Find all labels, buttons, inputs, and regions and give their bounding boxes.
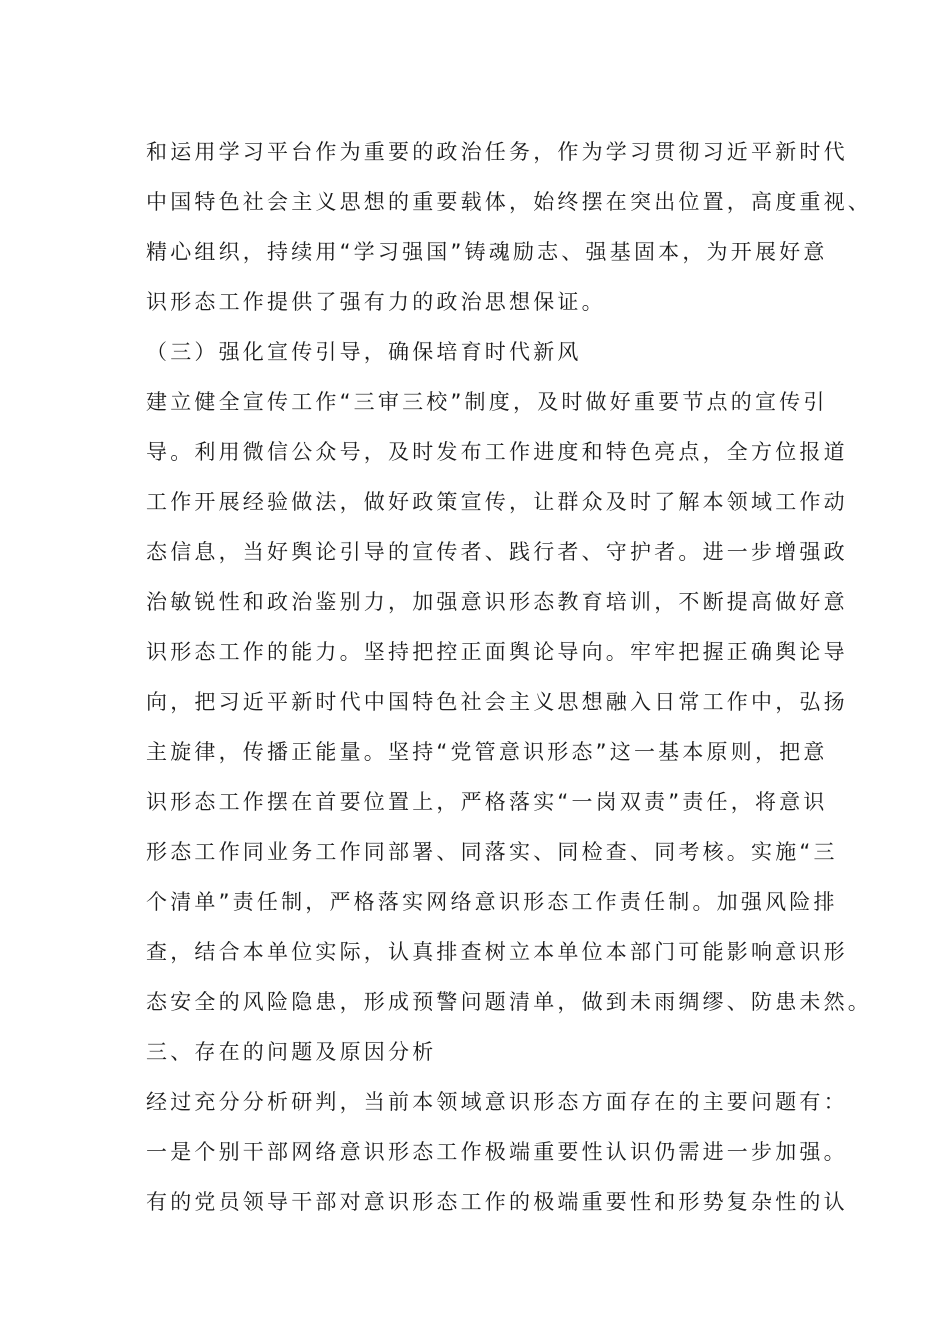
paragraph-line: 工作开展经验做法，做好政策宣传，让群众及时了解本领域工作动 (146, 490, 848, 514)
paragraph-line: 中国特色社会主义思想的重要载体，始终摆在突出位置，高度重视、 (146, 190, 872, 214)
paragraph-line: 识形态工作摆在首要位置上，严格落实“一岗双责”责任，将意识 (146, 790, 828, 814)
paragraph-line: 形态工作同业务工作同部署、同落实、同检查、同考核。实施“三 (146, 840, 838, 864)
paragraph-line: 向，把习近平新时代中国特色社会主义思想融入日常工作中，弘扬 (146, 690, 848, 714)
section-heading: （三）强化宣传引导，确保培育时代新风 (146, 340, 582, 364)
paragraph-line: 查，结合本单位实际，认真排查树立本单位本部门可能影响意识形 (146, 940, 848, 964)
paragraph-line: 经过充分分析研判，当前本领域意识形态方面存在的主要问题有： (146, 1090, 848, 1114)
paragraph-line: 个清单”责任制，严格落实网络意识形态工作责任制。加强风险排 (146, 890, 838, 914)
paragraph-line: 导。利用微信公众号，及时发布工作进度和特色亮点，全方位报道 (146, 440, 848, 464)
paragraph-line: 态信息，当好舆论引导的宣传者、践行者、守护者。进一步增强政 (146, 540, 848, 564)
paragraph-line: 识形态工作的能力。坚持把控正面舆论导向。牢牢把握正确舆论导 (146, 640, 848, 664)
section-heading: 三、存在的问题及原因分析 (146, 1040, 437, 1064)
paragraph-line: 一是个别干部网络意识形态工作极端重要性认识仍需进一步加强。 (146, 1140, 848, 1164)
paragraph-line: 态安全的风险隐患，形成预警问题清单，做到未雨绸缪、防患未然。 (146, 990, 872, 1014)
paragraph-line: 建立健全宣传工作“三审三校”制度，及时做好重要节点的宣传引 (146, 390, 828, 414)
paragraph-line: 识形态工作提供了强有力的政治思想保证。 (146, 290, 606, 314)
paragraph-line: 有的党员领导干部对意识形态工作的极端重要性和形势复杂性的认 (146, 1190, 848, 1214)
paragraph-line: 和运用学习平台作为重要的政治任务，作为学习贯彻习近平新时代 (146, 140, 848, 164)
paragraph-line: 精心组织，持续用“学习强国”铸魂励志、强基固本，为开展好意 (146, 240, 828, 264)
paragraph-line: 治敏锐性和政治鉴别力，加强意识形态教育培训，不断提高做好意 (146, 590, 848, 614)
paragraph-line: 主旋律，传播正能量。坚持“党管意识形态”这一基本原则，把意 (146, 740, 828, 764)
